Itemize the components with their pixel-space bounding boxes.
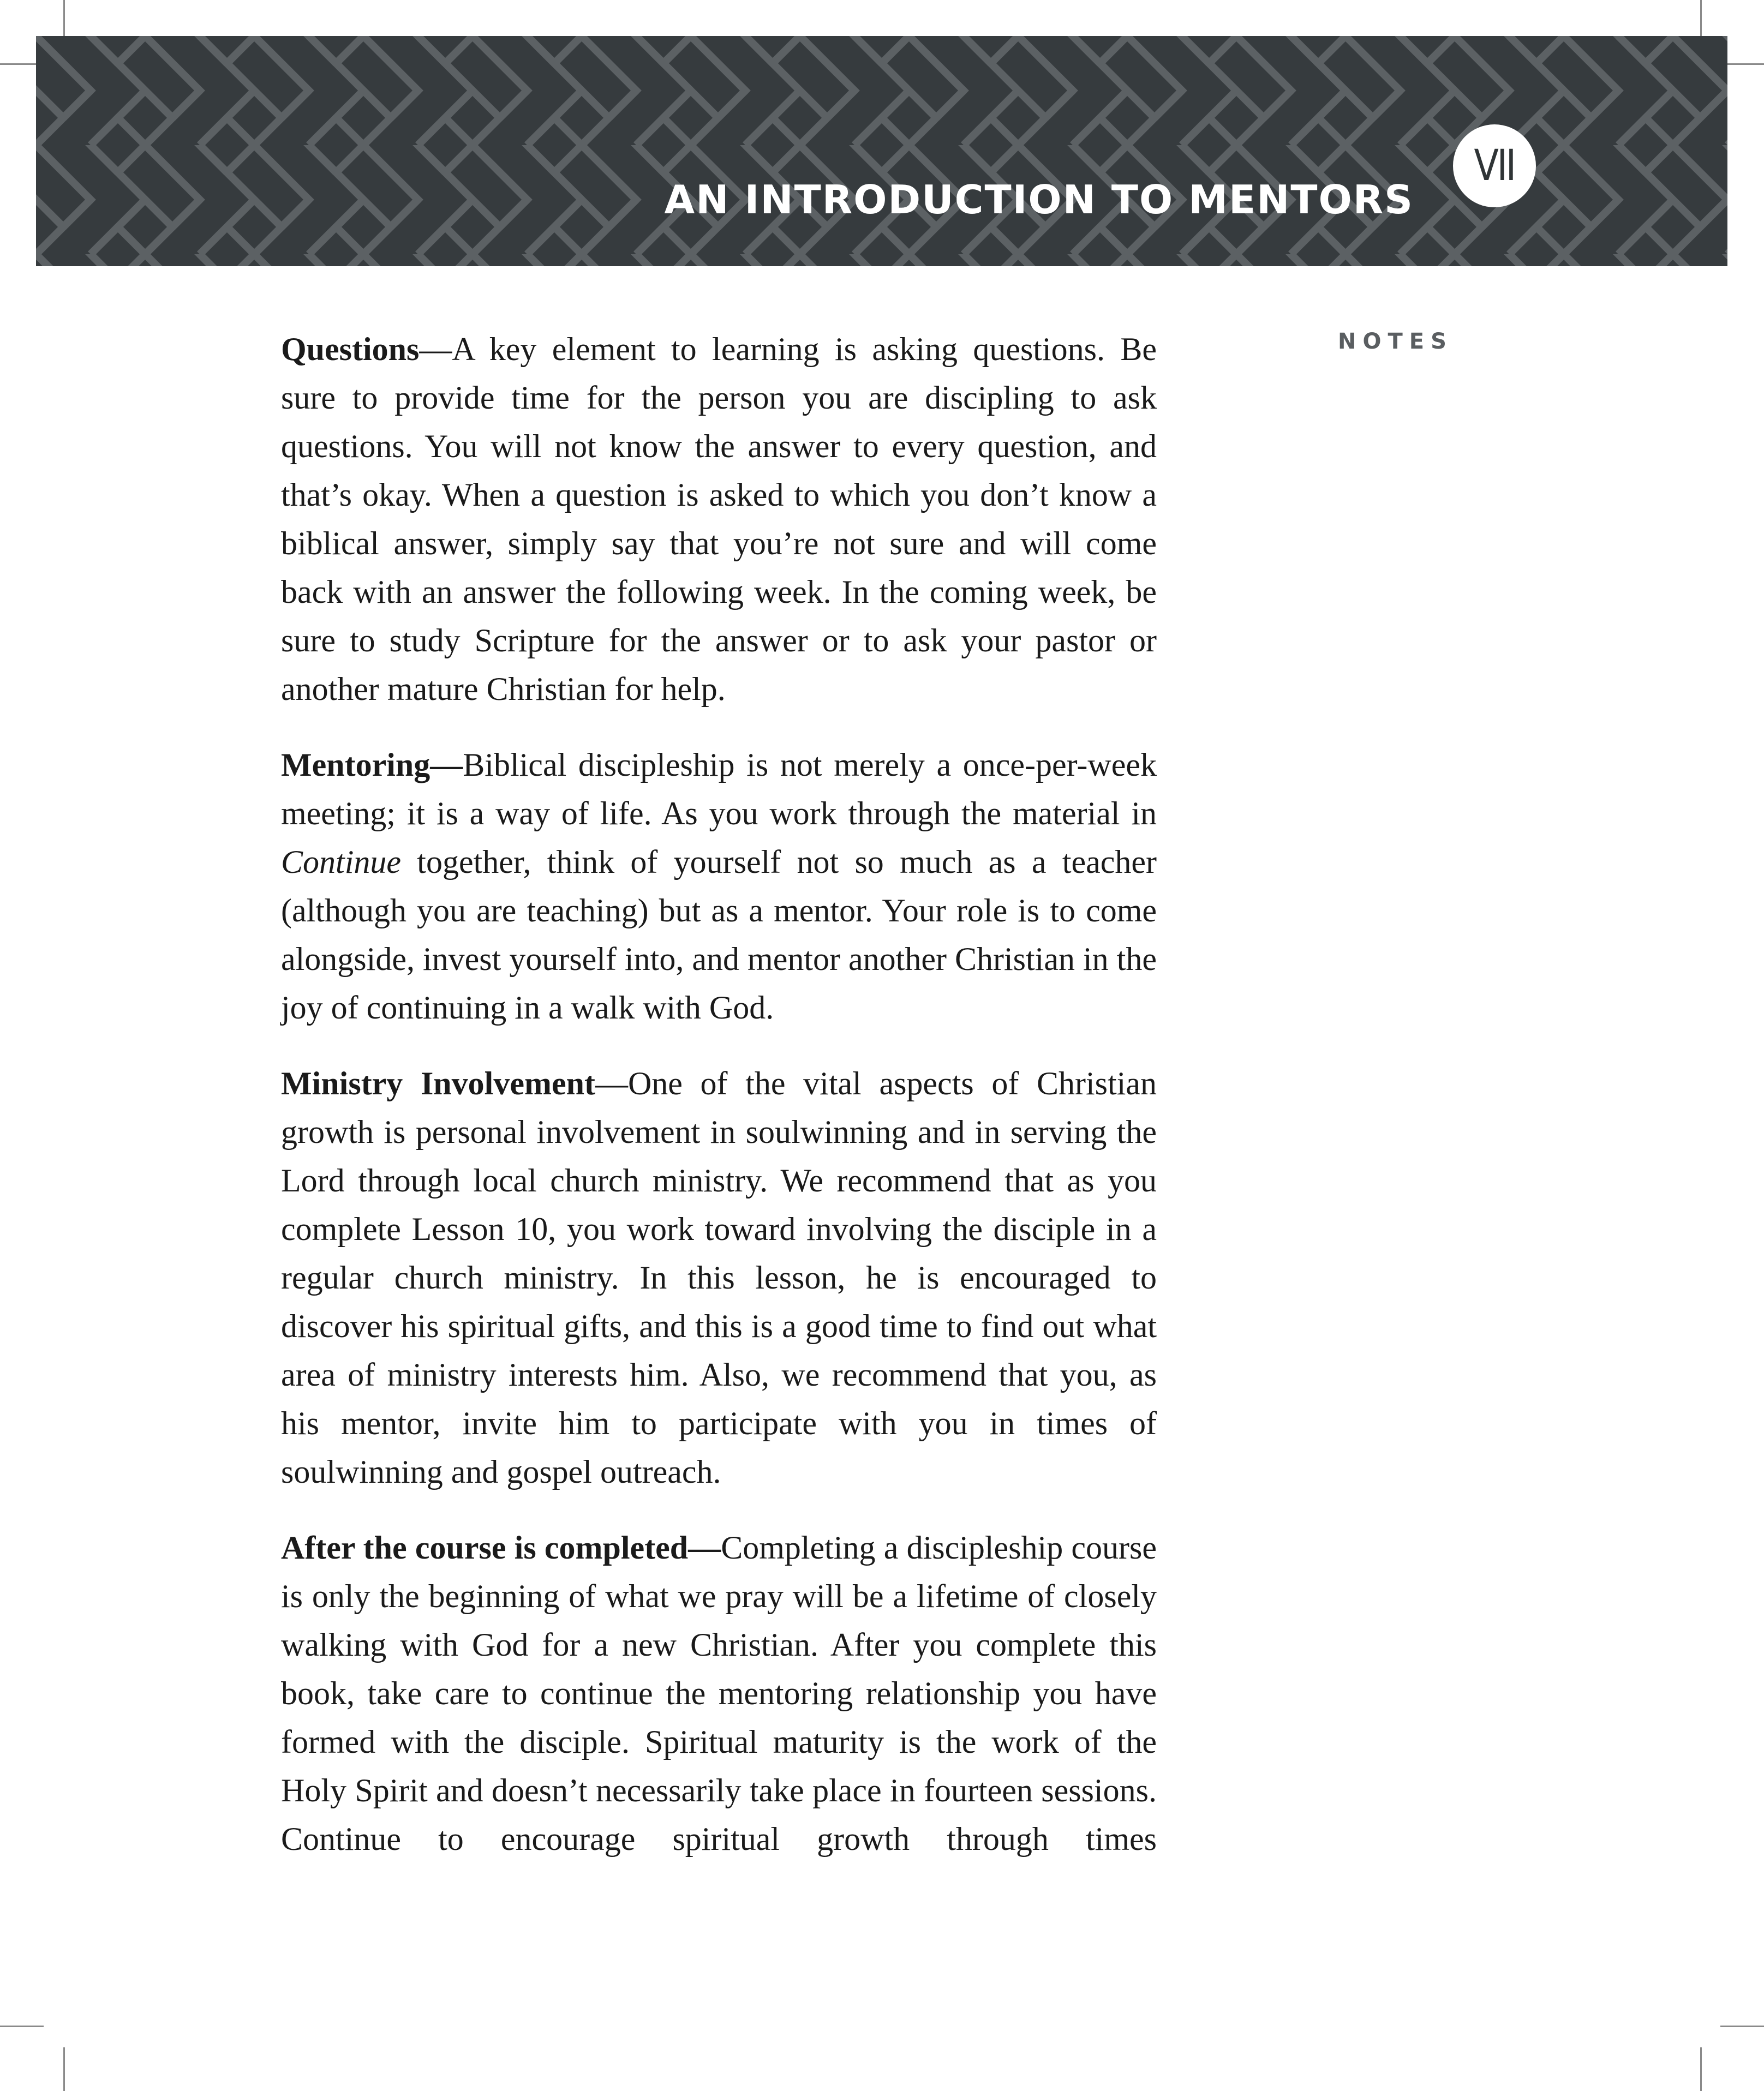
- paragraph-text: Completing a discipleship course is only the beginning of what we pray will be a lifetime of closely walking with God for a new Christian. After you complete this book, take care to continue the mentoring relationship you have formed with the disciple. Spiritual maturity is the work of the Holy Spirit and doesn’t necessarily take place in fourteen sessions. Continue to encourage spiritual growth through times: [281, 1530, 1157, 1857]
- paragraph-text: —One of the vital aspects of Christian growth is personal involvement in soulwinning and in serving the Lord through local church ministry. We recommend that as you complete Lesson 10, you work toward involving the disciple in a regular church ministry. In this lesson, he is encouraged to discover his spiritual gifts, and this is a good time to find out what area of ministry interests him. Also, we recommend that you, as his mentor, invite him to participate with you in times of soulwinning and gospel outreach.: [281, 1065, 1157, 1490]
- notes-label: NOTES: [1338, 329, 1453, 354]
- paragraph-text: Biblical discipleship is not merely a once-per-week meeting; it is a way of life. As you work through the material in: [281, 747, 1157, 831]
- page-number: VII: [1474, 141, 1515, 190]
- paragraph-lead: Ministry Involvement: [281, 1065, 595, 1101]
- paragraph-questions: [281, 325, 1157, 714]
- crop-mark: [0, 2026, 44, 2027]
- paragraph-lead: Questions: [281, 331, 420, 367]
- book-title: Continue: [281, 844, 401, 880]
- crop-mark: [1720, 2026, 1764, 2027]
- chapter-title: AN INTRODUCTION TO MENTORS: [664, 177, 1414, 223]
- paragraph-text: —A key element to learning is asking questions. Be sure to provide time for the person you are discipling to ask questions. You will not know the answer to every question, and that’s okay. When a question is asked to which you don’t know a biblical answer, simply say that you’re not sure and will come back with an answer the following week. In the coming week, be sure to study Scripture for the answer or to ask your pastor or another mature Christian for help.: [281, 331, 1157, 707]
- paragraph-text: together, think of yourself not so much as a teacher (although you are teaching) but as a mentor. Your role is to come alongside, invest yourself into, and mentor another Christian in the joy of continuing in a walk with God.: [281, 844, 1157, 1026]
- paragraph-lead: Mentoring—: [281, 747, 463, 783]
- body-text: [281, 325, 1157, 1891]
- paragraph-mentoring: [281, 741, 1157, 1032]
- paragraph-ministry-involvement: [281, 1059, 1157, 1496]
- crop-mark: [63, 2047, 65, 2091]
- crop-mark: [1700, 2047, 1702, 2091]
- paragraph-lead: After the course is completed—: [281, 1530, 721, 1566]
- paragraph-after-course: [281, 1524, 1157, 1864]
- page-number-badge: [1453, 124, 1536, 207]
